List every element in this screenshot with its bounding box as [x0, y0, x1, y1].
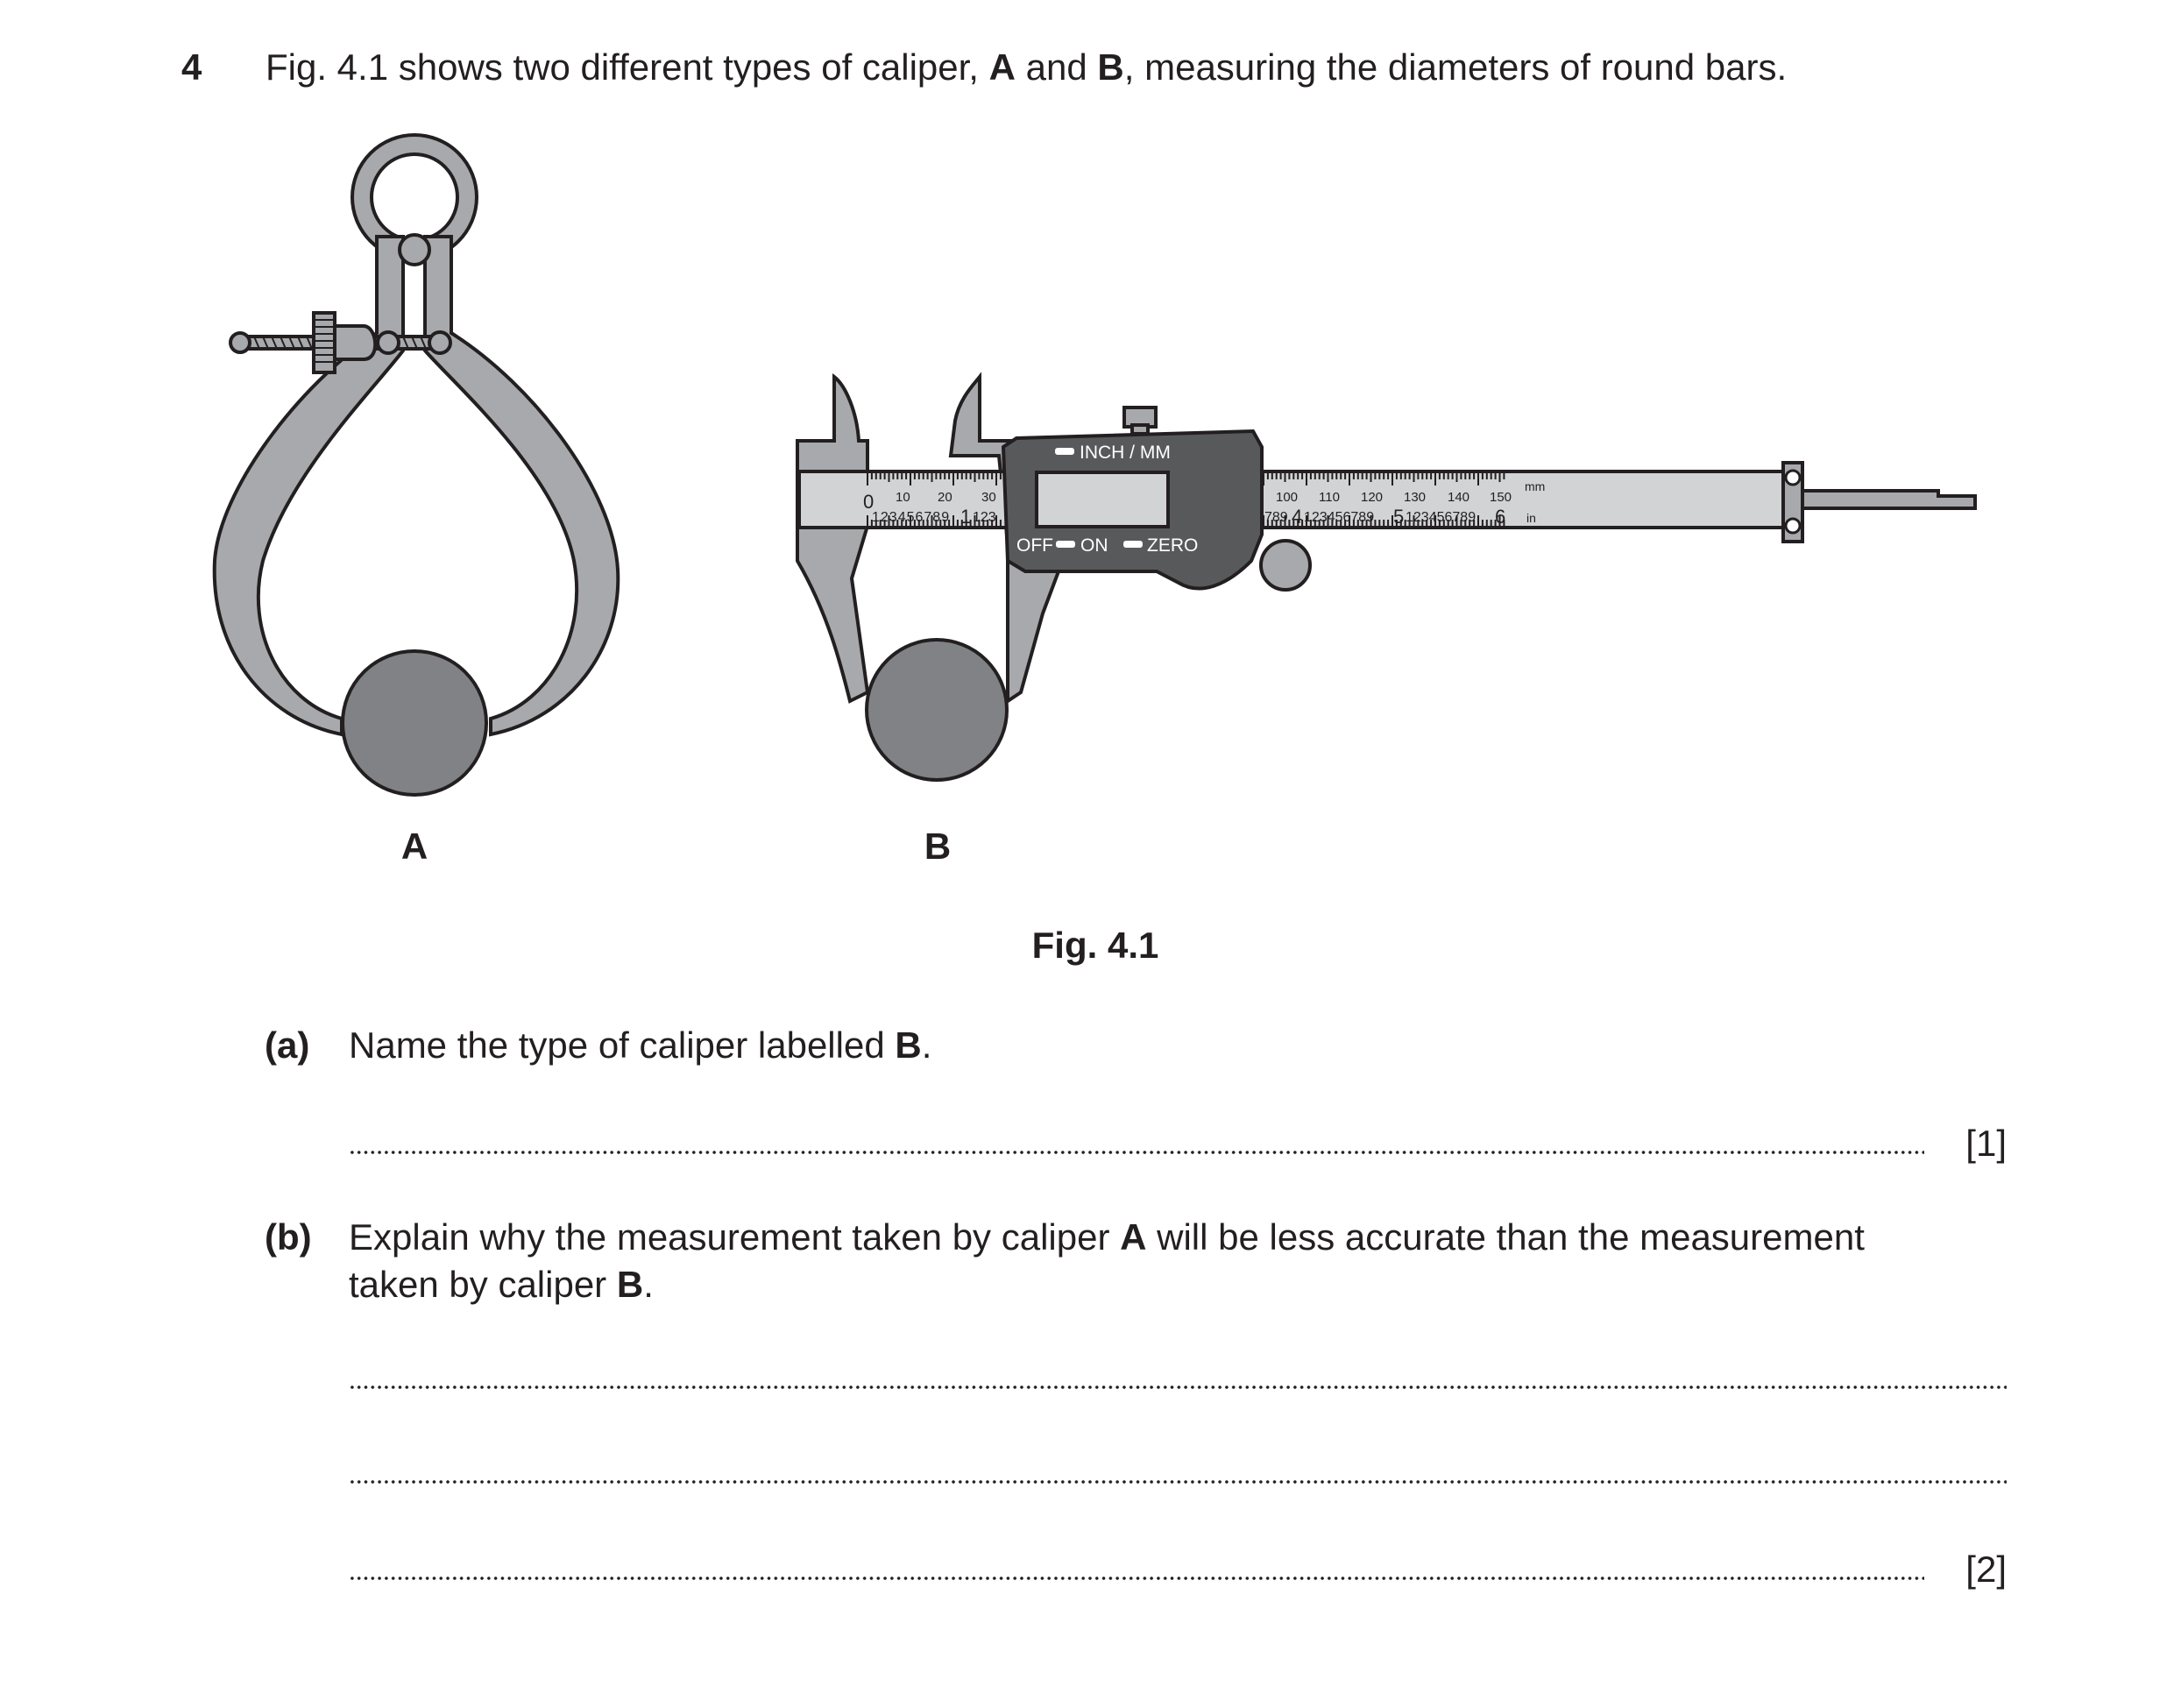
scale-mm-130: 130 [1404, 490, 1427, 505]
digital-caliper-b [797, 377, 1975, 780]
part-b-text-line-1 [349, 1214, 2014, 1261]
scale-mm-150: 150 [1490, 490, 1512, 505]
part-a-text-2: . [921, 1024, 932, 1066]
label-caliper-b: B [924, 826, 952, 867]
on-label: ON [1080, 535, 1108, 556]
stem-text-2: and [1016, 46, 1098, 88]
zero-label: ZERO [1147, 535, 1199, 556]
caliper-b-thumb-wheel[interactable] [1261, 541, 1310, 590]
round-bar-a [343, 651, 486, 795]
answer-line-b-3[interactable] [349, 1576, 1924, 1581]
scale-mm-10: 10 [896, 490, 910, 505]
part-b-bold-b: B [616, 1264, 644, 1305]
caliper-b-lcd-screen [1037, 472, 1168, 527]
scale-mm-30: 30 [981, 490, 996, 505]
scale-mm-120: 120 [1361, 490, 1384, 505]
part-b-text-1: Explain why the measurement taken by caliper [349, 1216, 1121, 1258]
scale-mm-0: 0 [863, 491, 875, 513]
on-off-button[interactable] [1056, 541, 1075, 548]
part-a-text [349, 1022, 2014, 1069]
scale-in-left-tail: 123 [973, 510, 996, 525]
caliper-a-pivot [400, 235, 429, 265]
part-b-text-3: taken by caliper [349, 1264, 617, 1305]
scale-mm-100: 100 [1276, 490, 1299, 505]
scale-in-right-lead: 789 [1264, 510, 1288, 525]
scale-mm-unit: mm [1525, 479, 1546, 493]
scale-in-1: 1 [960, 506, 972, 528]
scale-in-left-digits: 123456789 [872, 510, 951, 525]
zero-button[interactable] [1123, 541, 1143, 548]
answer-line-a[interactable] [349, 1150, 1924, 1155]
stem-bold-b: B [1097, 46, 1124, 88]
answer-line-b-2[interactable] [349, 1479, 2007, 1485]
scale-in-unit: in [1526, 511, 1536, 525]
scale-in-6: 6 [1495, 506, 1506, 528]
scale-in-right-digits-1: 123456789 [1304, 510, 1375, 525]
caliper-a-left-leg [215, 237, 403, 734]
part-a-marks: [1] [1965, 1123, 2007, 1164]
part-b-text-line-2 [349, 1261, 2014, 1308]
caliper-b-fixed-jaw [797, 377, 867, 701]
inch-mm-button[interactable] [1055, 448, 1074, 455]
part-b-text-4: . [643, 1264, 654, 1305]
off-label: OFF [1016, 535, 1053, 556]
scale-in-4: 4 [1292, 506, 1303, 528]
scale-in-right-digits-2: 123456789 [1406, 510, 1476, 525]
question-number: 4 [181, 46, 202, 88]
scale-in-5: 5 [1393, 506, 1405, 528]
scale-mm-20: 20 [938, 490, 952, 505]
inch-mm-label: INCH / MM [1080, 443, 1171, 463]
caliper-b-depth-rod [1802, 491, 1975, 508]
stem-text-1: Fig. 4.1 shows two different types of caliper, [266, 46, 989, 88]
part-b-label: (b) [265, 1216, 312, 1258]
part-a-label: (a) [265, 1024, 310, 1066]
caliper-a-right-leg [425, 237, 618, 734]
scale-mm-110: 110 [1319, 490, 1340, 505]
stem-bold-a: A [988, 46, 1016, 88]
stem-text-3: , measuring the diameters of round bars. [1123, 46, 1788, 88]
caliper-a-thumb-nut [314, 313, 335, 372]
part-b-bold-a: A [1120, 1216, 1147, 1258]
label-caliper-a: A [400, 826, 428, 867]
part-a-bold-b: B [895, 1024, 922, 1066]
part-b-text-2: will be less accurate than the measurement [1146, 1216, 1865, 1258]
scale-mm-140: 140 [1448, 490, 1470, 505]
round-bar-b [867, 640, 1007, 780]
part-b-marks: [2] [1965, 1549, 2007, 1590]
outside-caliper-a [215, 145, 619, 795]
answer-line-b-1[interactable] [349, 1385, 2007, 1390]
part-a-text-1: Name the type of caliper labelled [349, 1024, 896, 1066]
figure-caption: Fig. 4.1 [1031, 925, 1159, 966]
